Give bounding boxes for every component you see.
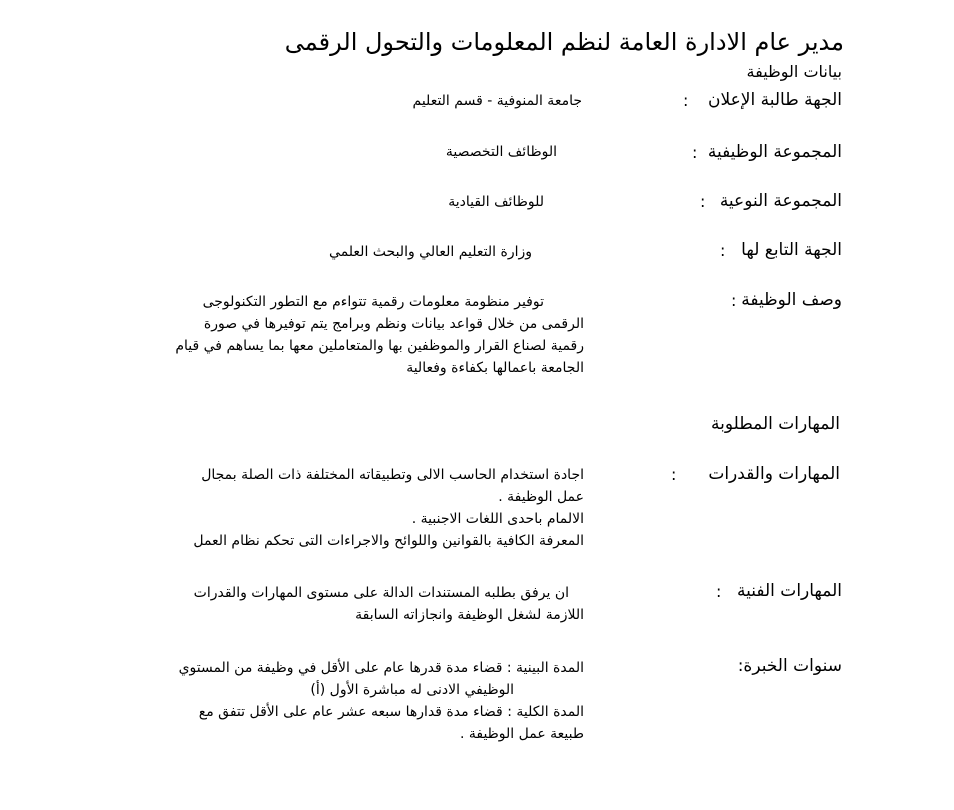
abilities-colon: : bbox=[671, 465, 677, 484]
experience-label: سنوات الخبرة: bbox=[737, 656, 842, 676]
affiliation-value: وزارة التعليم العالي والبحث العلمي bbox=[329, 244, 532, 260]
abilities-line: الالمام باحدى اللغات الاجنبية . bbox=[411, 511, 584, 527]
type-group-value: للوظائف القيادية bbox=[448, 194, 544, 210]
job-description-line: رقمية لصناع القرار والموظفين بها والمتعاملين معها بما يساهم في قيام bbox=[175, 338, 584, 354]
document-title: مدير عام الادارة العامة لنظم المعلومات والتحول الرقمى bbox=[284, 28, 844, 56]
job-description-line: الرقمى من خلال قواعد بيانات ونظم وبرامج يتم توفيرها في صورة bbox=[203, 316, 584, 332]
technical-skills-colon: : bbox=[716, 582, 722, 601]
technical-skills-label: المهارات الفنية bbox=[737, 581, 842, 601]
job-description-line: توفير منظومة معلومات رقمية تتواءم مع التطور التكنولوجى bbox=[202, 294, 544, 310]
job-description-text bbox=[175, 291, 584, 379]
job-description-colon: : bbox=[731, 291, 737, 310]
advertiser-colon: : bbox=[683, 91, 689, 110]
abilities-line: عمل الوظيفة . bbox=[498, 489, 584, 505]
abilities-line: اجادة استخدام الحاسب الالى وتطبيقاته المختلفة ذات الصلة بمجال bbox=[201, 467, 584, 483]
job-group-label: المجموعة الوظيفية bbox=[707, 142, 842, 162]
experience-line: المدة البينية : قضاء مدة قدرها عام على الأقل في وظيفة من المستوي bbox=[178, 660, 584, 676]
advertiser-value: جامعة المنوفية - قسم التعليم bbox=[412, 93, 582, 109]
type-group-colon: : bbox=[700, 192, 706, 211]
technical-skills-text bbox=[194, 582, 584, 626]
abilities-line: المعرفة الكافية بالقوانين واللوائح والاجراءات التى تحكم نظام العمل bbox=[193, 533, 584, 549]
experience-text bbox=[179, 657, 584, 745]
job-group-value: الوظائف التخصصية bbox=[445, 144, 557, 160]
required-skills-heading: المهارات المطلوبة bbox=[710, 414, 840, 434]
abilities-text bbox=[193, 464, 584, 552]
job-description-label: وصف الوظيفة bbox=[741, 290, 842, 310]
affiliation-colon: : bbox=[720, 241, 726, 260]
experience-line: طبيعة عمل الوظيفة . bbox=[459, 726, 584, 742]
job-group-colon: : bbox=[692, 143, 698, 162]
abilities-label: المهارات والقدرات bbox=[708, 464, 840, 484]
experience-line: الوظيفي الادنى له مباشرة الأول (أ) bbox=[310, 682, 514, 698]
advertiser-label: الجهة طالبة الإعلان bbox=[708, 90, 842, 110]
technical-skills-line: اللازمة لشغل الوظيفة وانجازاته السابقة bbox=[355, 607, 584, 623]
technical-skills-line: ان يرفق بطلبه المستندات الدالة على مستوى المهارات والقدرات bbox=[193, 585, 569, 601]
affiliation-label: الجهة التابع لها bbox=[741, 240, 842, 260]
type-group-label: المجموعة النوعية bbox=[719, 191, 842, 211]
section-job-data: بيانات الوظيفة bbox=[746, 62, 842, 81]
experience-line: المدة الكلية : قضاء مدة قدارها سبعه عشر عام على الأقل تتفق مع bbox=[198, 704, 584, 720]
job-description-line: الجامعة باعمالها بكفاءة وفعالية bbox=[406, 360, 584, 376]
